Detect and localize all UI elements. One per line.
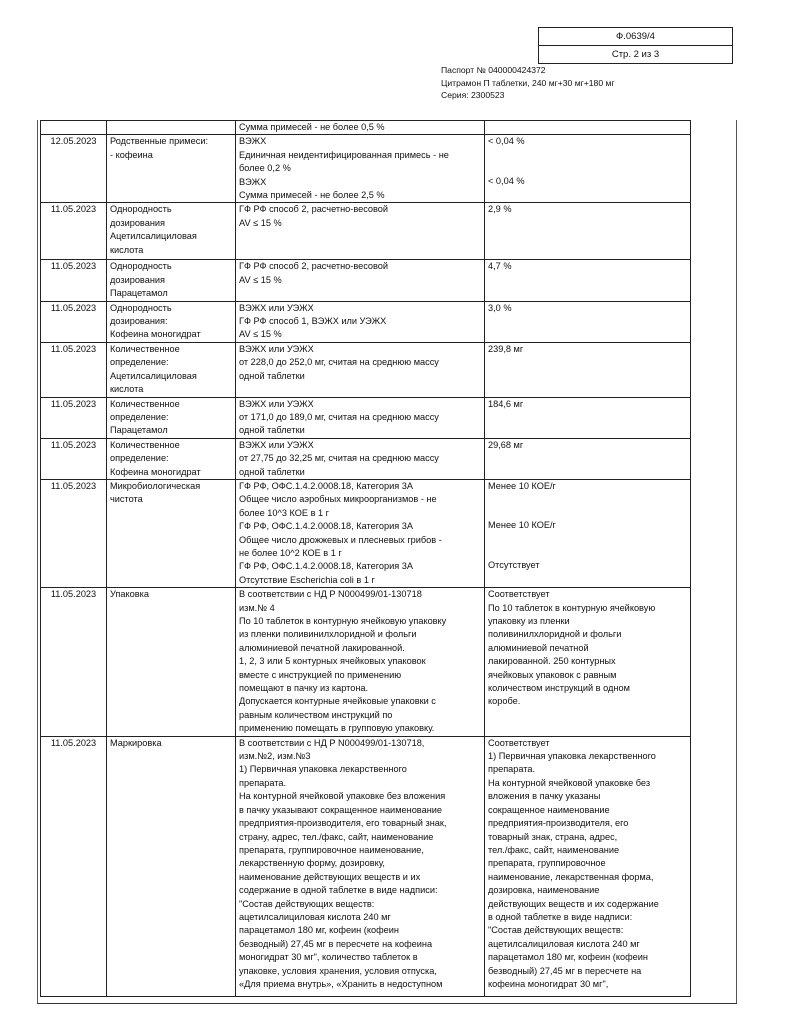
table-row [41,342,691,397]
table-row [41,588,691,736]
date-cell: 11.05.2023 [41,260,107,301]
indicator-cell: Количественное определение: Парацетамол [107,397,236,438]
date-cell: 11.05.2023 [41,397,107,438]
date-cell: 12.05.2023 [41,135,107,203]
series-number: Серия: 2300523 [441,90,505,100]
requirement-cell: ВЭЖХ или УЭЖХ от 171,0 до 189,0 мг, считая на среднюю массу одной таблетки [236,397,485,438]
table-row [41,736,691,996]
indicator-cell: Однородность дозирования Ацетилсалициловая кислота [107,203,236,260]
date-cell: 11.05.2023 [41,342,107,397]
result-cell: Менее 10 КОЕ/г Менее 10 КОЕ/г Отсутствует [485,479,691,587]
table-row-continuation [41,121,691,135]
date-cell: 11.05.2023 [41,479,107,587]
table-row [41,203,691,260]
result-cell: 184,6 мг [485,397,691,438]
requirement-cell: ГФ РФ способ 2, расчетно-весовой AV ≤ 15 % [236,260,485,301]
table-row [41,479,691,587]
table-row [41,260,691,301]
result-cell: 2,9 % [485,203,691,260]
result-cell: 29,68 мг [485,438,691,479]
table-row [41,397,691,438]
indicator-cell: Родственные примеси: - кофеина [107,135,236,203]
date-cell: 11.05.2023 [41,438,107,479]
requirement-cell: ВЭЖХ или УЭЖХ от 228,0 до 252,0 мг, считая на среднюю массу одной таблетки [236,342,485,397]
indicator-cell: Количественное определение: Кофеина моногидрат [107,438,236,479]
result-cell: 3,0 % [485,301,691,342]
page-bottom-border [37,1003,737,1004]
requirement-cell: ВЭЖХ или УЭЖХ ГФ РФ способ 1, ВЭЖХ или УЭЖХ AV ≤ 15 % [236,301,485,342]
table-row [41,135,691,203]
requirement-cell: ВЭЖХ или УЭЖХ от 27,75 до 32,25 мг, считая на среднюю массу одной таблетки [236,438,485,479]
product-name: Цитрамон П таблетки, 240 мг+30 мг+180 мг [441,77,615,88]
page-left-border [37,120,38,1003]
analysis-table [40,120,691,997]
indicator-cell: Однородность дозирования Парацетамол [107,260,236,301]
page-right-border [736,120,737,1003]
requirement-cell: ВЭЖХ Единичная неидентифицированная примесь - не более 0,2 % ВЭЖХ Сумма примесей - не более 2,5 % [236,135,485,203]
indicator-cell: Упаковка [107,588,236,736]
passport-info [441,64,615,102]
requirement-cell: ГФ РФ способ 2, расчетно-весовой AV ≤ 15 % [236,203,485,260]
date-cell: 11.05.2023 [41,736,107,996]
indicator-cell: Количественное определение: Ацетилсалициловая кислота [107,342,236,397]
requirement-cell: В соответствии с НД Р N000499/01-130718, изм.№2, изм.№3 1) Первичная упаковка лекарственного препарата. На контурной ячейковой упаковке без вложения в пачку указывают сокращенное наименование предприятия-производителя, его товарный знак, страну, адрес, тел./факс, сайт, наименование препарата, группировочное наименование, лекарственную форму, дозировку, наименование действующих веществ и их содержание в одной таблетке в виде надписи: "Состав действующих веществ: ацетилсалициловая кислота 240 мг парацетамол 180 мг, кофеин (кофеин безводный) 27,45 мг в пересчете на кофеина моногидрат 30 мг", количество таблеток в упаковке, условия хранения, условия отпуска, «Для приема внутрь», «Хранить в недоступном [236,736,485,996]
requirement-cell: Сумма примесей - не более 0,5 % [236,121,485,135]
form-code: Ф.0639/4 [616,31,655,42]
date-cell: 11.05.2023 [41,203,107,260]
table-row [41,301,691,342]
date-cell: 11.05.2023 [41,588,107,736]
form-header-box [538,27,733,64]
indicator-cell: Однородность дозирования: Кофеина моногидрат [107,301,236,342]
indicator-cell: Микробиологическая чистота [107,479,236,587]
result-cell: Соответствует 1) Первичная упаковка лекарственного препарата. На контурной ячейковой упаковке без вложения в пачку указаны сокращенное наименование предприятия-производителя, его товарный знак, страна, адрес, тел./факс, сайт, наименование препарата, группировочное наименование, лекарственная форма, дозировка, наименование действующих веществ и их содержание в одной таблетке в виде надписи: "Состав действующих веществ: ацетилсалициловая кислота 240 мг парацетамол 180 мг, кофеин (кофеин безводный) 27,45 мг в пересчете на кофеина моногидрат 30 мг", [485,736,691,996]
page-number: Стр. 2 из 3 [539,45,732,63]
requirement-cell: ГФ РФ, ОФС.1.4.2.0008.18, Категория 3А Общее число аэробных микроорганизмов - не более 10^3 КОЕ в 1 г ГФ РФ, ОФС.1.4.2.0008.18, Категория 3А Общее число дрожжевых и плесневых грибов - не более 10^2 КОЕ в 1 г ГФ РФ, ОФС.1.4.2.0008.18, Категория 3А Отсутствие Escherichia coli в 1 г [236,479,485,587]
table-row [41,438,691,479]
passport-number: Паспорт № 040000424372 [441,65,546,75]
date-cell: 11.05.2023 [41,301,107,342]
result-cell: Соответствует По 10 таблеток в контурную ячейковую упаковку из пленки поливинилхлоридной и фольги алюминиевой печатной лакированной. 250 контурных ячейковых упаковок с равным количеством инструкций в одном коробе. [485,588,691,736]
result-cell: 239,8 мг [485,342,691,397]
result-cell: < 0,04 % < 0,04 % [485,135,691,203]
indicator-cell: Маркировка [107,736,236,996]
requirement-cell: В соответствии с НД Р N000499/01-130718 изм.№ 4 По 10 таблеток в контурную ячейковую упаковку из пленки поливинилхлоридной и фольги алюминиевой печатной лакированной. 1, 2, 3 или 5 контурных ячейковых упаковок вместе с инструкцией по применению помещают в пачку из картона. Допускается контурные ячейковые упаковки с равным количеством инструкций по применению помещать в групповую упаковку. [236,588,485,736]
result-cell: 4,7 % [485,260,691,301]
